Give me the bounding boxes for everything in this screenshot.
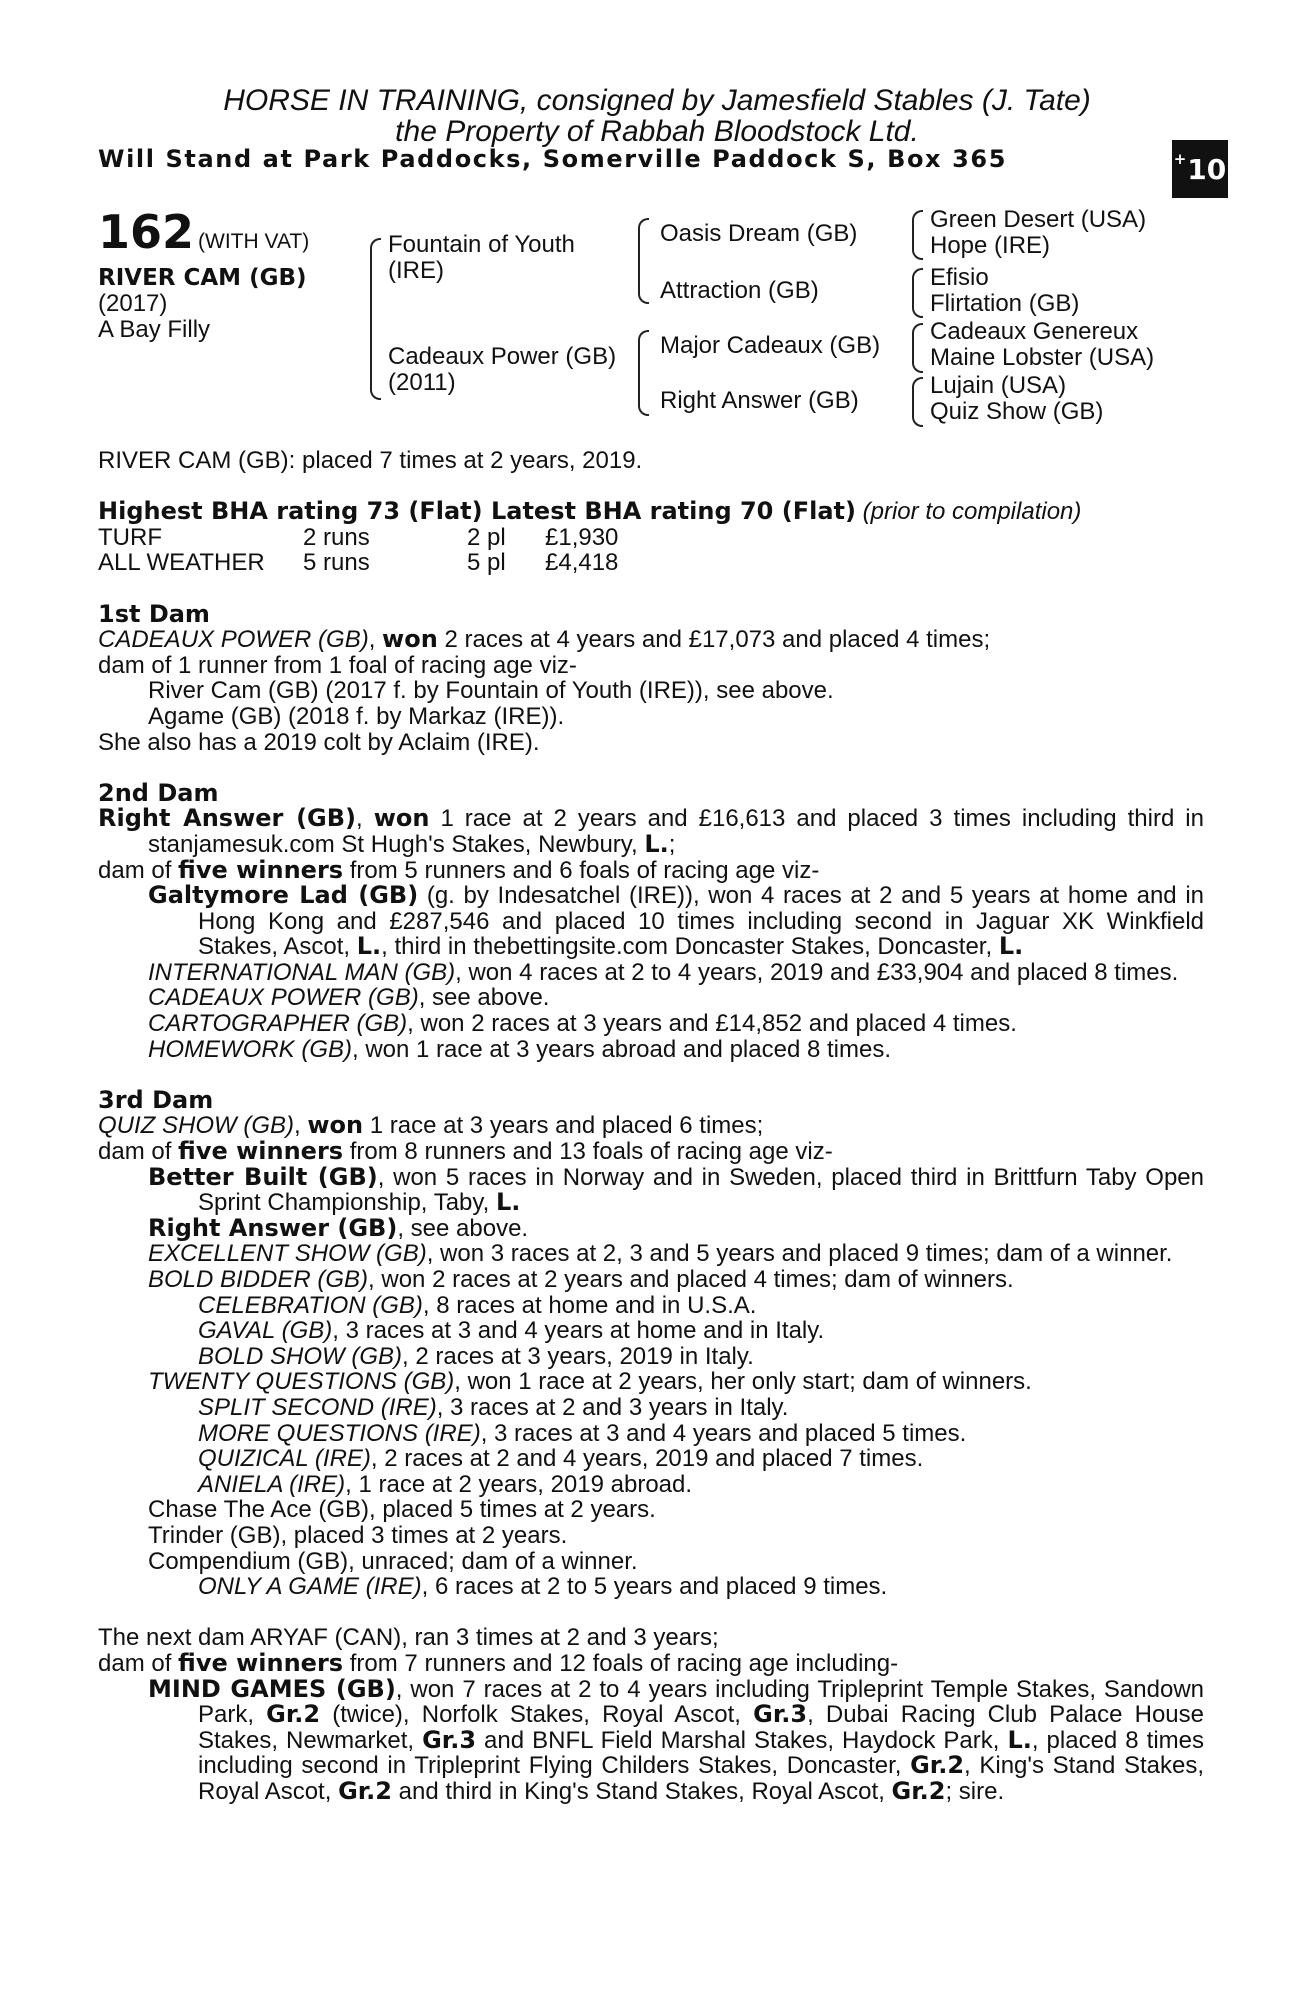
record: , 6 races at 2 to 5 years and placed 9 times.: [421, 1573, 888, 1601]
horse-name: ANIELA (IRE): [198, 1470, 346, 1498]
performance-table: [98, 525, 618, 576]
record: , won 1 race at 2 years, her only start; dam of winners.: [454, 1368, 1032, 1396]
record: and BNFL Field Marshal Stakes, Haydock Park,: [476, 1726, 1008, 1754]
horse-name: Right Answer (GB): [148, 1213, 398, 1242]
dam-year: (2011): [388, 369, 456, 396]
record: , 3 races at 2 and 3 years in Italy.: [436, 1393, 789, 1421]
catalogue-body: [98, 448, 1204, 1804]
horse-name: EXCELLENT SHOW (GB): [148, 1240, 427, 1268]
pedigree-brace-sire: [638, 218, 649, 304]
surface: TURF: [98, 523, 162, 551]
grade-mark: Gr.2: [910, 1751, 965, 1780]
vat-note: (WITH VAT): [198, 230, 310, 253]
dam-record: The next dam ARYAF (CAN), ran 3 times at 2 and 3 years;: [98, 1624, 719, 1652]
section-heading: 2nd Dam: [98, 778, 219, 807]
rating-note: (prior to compilation): [862, 498, 1082, 526]
sire-sire: Oasis Dream (GB): [660, 220, 858, 247]
grade-mark: Gr.3: [753, 1700, 808, 1729]
listed-mark: L.: [644, 829, 669, 858]
horse-year: (2017): [98, 290, 168, 317]
record: ; sire.: [945, 1777, 1005, 1805]
produce-item: [98, 1421, 1204, 1447]
record: 1 race at 3 years and placed 6 times;: [363, 1112, 764, 1140]
produce-item: [98, 1369, 1204, 1395]
won-label: won: [307, 1111, 364, 1140]
record: , see above.: [397, 1214, 529, 1242]
produce-item: River Cam (GB) (2017 f. by Fountain of Youth (IRE)), see above.: [148, 677, 834, 705]
prize-money: £4,418: [545, 549, 619, 577]
produce-item: [98, 1267, 1204, 1293]
winners-count: five winners: [178, 1648, 344, 1677]
record: , King's Stand Stakes, Royal Ascot,: [198, 1752, 1205, 1805]
record: (g. by Indesatchel (IRE)), won 4 races at 2 and 5 years at home and in Hong Kong and £287,546 and placed 10 times including second in Jaguar XK Winkfield Stakes, Ascot,: [198, 882, 1204, 961]
produce-item: [98, 1344, 1204, 1370]
horse-name: INTERNATIONAL MAN (GB): [148, 958, 456, 986]
produce-item: Trinder (GB), placed 3 times at 2 years.: [148, 1521, 568, 1549]
text: dam of: [98, 856, 179, 884]
horse-description: A Bay Filly: [98, 316, 211, 343]
surface: ALL WEATHER: [98, 549, 265, 577]
pedigree-brace-g1: [912, 210, 923, 260]
produce-item: [98, 1318, 1204, 1344]
produce-summary: [98, 855, 1204, 884]
produce-item: [98, 1213, 1204, 1242]
grandsire-4: Lujain (USA): [930, 372, 1067, 399]
winners-count: five winners: [178, 1137, 344, 1166]
horse-name: GAVAL (GB): [198, 1317, 333, 1345]
horse-name: BOLD BIDDER (GB): [148, 1266, 369, 1293]
prize-money: £1,930: [545, 523, 619, 551]
produce-item: [98, 960, 1204, 986]
dam-dam: Right Answer (GB): [660, 387, 859, 414]
second-dam-section: [98, 778, 1204, 1063]
record: , won 3 races at 2, 3 and 5 years and placed 9 times; dam of a winner.: [426, 1240, 1173, 1268]
dam-name: Right Answer (GB): [98, 804, 356, 833]
record: , 2 races at 2 and 4 years, 2019 and placed 7 times.: [370, 1445, 924, 1473]
text: dam of: [98, 1649, 179, 1677]
produce-item: [98, 1574, 1204, 1600]
grandsire-1: Green Desert (USA): [930, 206, 1147, 233]
runs: 5 runs: [303, 549, 370, 577]
horse-name: QUIZICAL (IRE): [198, 1445, 371, 1473]
sep: ;: [668, 830, 676, 858]
horse-name: TWENTY QUESTIONS (GB): [148, 1368, 455, 1396]
record: , won 2 races at 2 years and placed 4 times; dam of winners.: [368, 1266, 1014, 1293]
stand-location: Will Stand at Park Paddocks, Somerville Paddock S, Box 365: [98, 145, 1007, 173]
record: and third in King's Stand Stakes, Royal Ascot,: [392, 1777, 892, 1805]
record: , won 5 races in Norway and in Sweden, placed third in Brittfurn Taby Open Sprint Championship, Taby,: [198, 1163, 1204, 1217]
produce-item: [98, 1011, 1204, 1037]
third-dam-section: [98, 1085, 1204, 1601]
winners-count: five winners: [178, 855, 344, 884]
produce-item: [98, 883, 1204, 960]
text: from 8 runners and 13 foals of racing age viz-: [343, 1138, 833, 1166]
listed-mark: L.: [998, 932, 1024, 961]
dam-sire: Major Cadeaux (GB): [660, 332, 881, 359]
record: , won 2 races at 3 years and £14,852 and placed 4 times.: [407, 1010, 1017, 1038]
lot-number: 162: [98, 205, 195, 259]
horse-name: Galtymore Lad (GB): [148, 881, 419, 910]
listed-mark: L.: [495, 1188, 521, 1217]
record: , see above.: [418, 984, 550, 1012]
horse-name: CARTOGRAPHER (GB): [148, 1010, 408, 1038]
grade-mark: Gr.2: [338, 1776, 392, 1805]
placed: 2 pl: [467, 523, 506, 551]
horse-name: ONLY A GAME (IRE): [198, 1573, 422, 1601]
produce-item: Compendium (GB), unraced; dam of a winner.: [148, 1547, 638, 1575]
text: from 7 runners and 12 foals of racing age including-: [343, 1649, 899, 1677]
grandsire-3: Cadeaux Genereux: [930, 318, 1139, 345]
grandsire-2: Efisio: [930, 264, 989, 291]
produce-item: Agame (GB) (2018 f. by Markaz (IRE)).: [148, 702, 565, 730]
first-dam-section: [98, 599, 1204, 756]
dam: Cadeaux Power (GB): [388, 343, 617, 370]
pedigree-brace-g4: [912, 377, 923, 427]
horse-name: MORE QUESTIONS (IRE): [198, 1419, 481, 1447]
sep: ,: [368, 626, 383, 654]
horse-name: SPLIT SECOND (IRE): [198, 1393, 437, 1421]
record: , placed 8 times including second in Tripleprint Flying Childers Stakes, Doncaster,: [198, 1726, 1204, 1780]
produce-item: [98, 1395, 1204, 1421]
text: from 5 runners and 6 foals of racing age viz-: [343, 856, 820, 884]
performance-row: [98, 525, 618, 551]
produce-summary: [98, 1139, 1204, 1165]
pedigree-brace-g3: [912, 323, 923, 373]
racing-summary: RIVER CAM (GB): placed 7 times at 2 years, 2019.: [98, 447, 643, 474]
record: , won 4 races at 2 to 4 years, 2019 and £33,904 and placed 8 times.: [455, 958, 1179, 986]
record: , 3 races at 3 and 4 years at home and in Italy.: [332, 1317, 825, 1345]
sire-country: (IRE): [388, 257, 444, 284]
horse-name: MIND GAMES (GB): [148, 1674, 396, 1703]
won-label: won: [373, 804, 430, 833]
grade-mark: Gr.3: [422, 1725, 477, 1754]
dam-record: [98, 806, 1204, 857]
record: , 2 races at 3 years, 2019 in Italy.: [402, 1342, 754, 1370]
record: (twice), Norfolk Stakes, Royal Ascot,: [320, 1701, 754, 1729]
record: , Dubai Racing Club Palace House Stakes, Newmarket,: [198, 1701, 1205, 1754]
record: , 3 races at 3 and 4 years and placed 5 times.: [480, 1419, 967, 1447]
section-heading: 1st Dam: [98, 599, 210, 628]
granddam-4: Quiz Show (GB): [930, 398, 1104, 425]
pedigree-brace-dam: [638, 330, 649, 416]
next-dam-section: [98, 1625, 1204, 1804]
produce-note: She also has a 2019 colt by Aclaim (IRE).: [98, 728, 540, 756]
produce-item: [98, 1241, 1204, 1267]
horse-name: CELEBRATION (GB): [198, 1291, 423, 1319]
horse-name: BOLD SHOW (GB): [198, 1342, 403, 1370]
granddam-3: Maine Lobster (USA): [930, 344, 1155, 371]
text: dam of: [98, 1138, 179, 1166]
produce-item: [98, 985, 1204, 1011]
consignor-line: HORSE IN TRAINING, consigned by Jamesfield Stables (J. Tate): [223, 84, 1091, 117]
produce-item: [98, 1037, 1204, 1063]
record: 1 race at 2 years and £16,613 and placed 3 times including third in stanjamesuk.com St Hugh's Stakes, Newbury,: [148, 805, 1204, 858]
lot-badge: [1172, 140, 1228, 198]
produce-item: [98, 1472, 1204, 1498]
pedigree-brace-g2: [912, 268, 923, 318]
record: , 8 races at home and in U.S.A.: [422, 1291, 757, 1319]
produce-item: [98, 1293, 1204, 1319]
produce-summary: dam of 1 runner from 1 foal of racing age viz-: [98, 651, 577, 679]
badge-number: 10: [1187, 152, 1227, 186]
placed: 5 pl: [467, 549, 506, 577]
record: 2 races at 4 years and £17,073 and placed 4 times;: [437, 626, 991, 654]
horse-name: CADEAUX POWER (GB): [148, 984, 419, 1012]
record: , won 7 races at 2 to 4 years including Tripleprint Temple Stakes, Sandown Park,: [198, 1675, 1204, 1729]
horse-name: HOMEWORK (GB): [148, 1035, 352, 1063]
produce-item: [98, 1162, 1204, 1217]
produce-item: Chase The Ace (GB), placed 5 times at 2 years.: [148, 1496, 656, 1524]
record: , 1 race at 2 years, 2019 abroad.: [345, 1470, 693, 1498]
granddam-1: Hope (IRE): [930, 232, 1051, 259]
lot-info: [98, 205, 309, 343]
grade-mark: Gr.2: [266, 1700, 321, 1729]
sire: Fountain of Youth: [388, 231, 575, 258]
sire-dam: Attraction (GB): [660, 277, 819, 304]
dam-name: QUIZ SHOW (GB): [98, 1112, 294, 1140]
listed-mark: L.: [356, 932, 382, 961]
rating-section: [98, 499, 1204, 576]
badge-plus: +: [1173, 150, 1187, 168]
section-heading: 3rd Dam: [98, 1085, 214, 1114]
listed-mark: L.: [1007, 1725, 1032, 1754]
granddam-2: Flirtation (GB): [930, 290, 1080, 317]
bha-rating: Highest BHA rating 73 (Flat) Latest BHA rating 70 (Flat): [98, 497, 856, 526]
produce-item: [98, 1674, 1205, 1805]
sep: ,: [293, 1112, 308, 1140]
runs: 2 runs: [303, 523, 370, 551]
record: , third in thebettingsite.com Doncaster Stakes, Doncaster,: [381, 933, 999, 961]
horse-name: Better Built (GB): [148, 1162, 378, 1191]
dam-name: CADEAUX POWER (GB): [98, 626, 369, 654]
horse-name: RIVER CAM (GB): [98, 265, 307, 291]
dam-record: [98, 1113, 1204, 1139]
owner-line: the Property of Rabbah Bloodstock Ltd.: [395, 115, 919, 148]
produce-item: [98, 1446, 1204, 1472]
produce-summary: [98, 1648, 1204, 1677]
won-label: won: [382, 625, 438, 654]
record: , won 1 race at 3 years abroad and placed 8 times.: [352, 1035, 891, 1063]
performance-row: [98, 550, 618, 576]
grade-mark: Gr.2: [891, 1776, 946, 1805]
pedigree-brace-main: [370, 238, 381, 400]
sep: ,: [356, 805, 374, 833]
